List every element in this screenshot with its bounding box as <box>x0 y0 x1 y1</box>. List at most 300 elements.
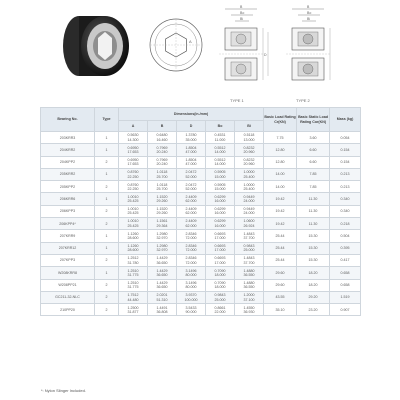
cell-dim-d-inch: 3.5433 <box>185 305 197 310</box>
cell-bearing-no: 203KRR3 <box>41 132 95 144</box>
cell-dim-b-mm: 36.650 <box>156 285 168 290</box>
cell-dim-b <box>148 132 177 144</box>
cell-dim-b-inch: 1.4429 <box>156 256 168 261</box>
cell-dim-d <box>177 181 206 193</box>
cell-dim-d <box>177 168 206 180</box>
cell-dim-d-mm: 62.000 <box>185 211 197 216</box>
cell-type: 1 <box>95 242 119 254</box>
cell-dim-bi <box>235 193 264 205</box>
cell-dim-b-mm: 32.970 <box>156 236 168 241</box>
cell-dim-b <box>148 279 177 291</box>
cell-dim-b-inch: 1.2980 <box>156 231 168 236</box>
cell-dim-bi-mm: 37.100 <box>243 297 255 302</box>
cell-dim-a-inch: 1.2500 <box>127 305 139 310</box>
header-bearing-no: Bearing No. <box>41 108 95 132</box>
cell-bearing-no: 205KPP2 <box>41 181 95 193</box>
cell-basic-load: 35.10 <box>264 304 297 316</box>
cell-dim-bo-inch: 0.6299 <box>214 219 226 224</box>
cell-dim-bi-mm: 13.000 <box>243 137 255 142</box>
bearing-spec-table <box>40 107 361 316</box>
cell-dim-bo-inch: 0.6693 <box>214 256 226 261</box>
cell-dim-d-mm: 72.000 <box>185 248 197 253</box>
cell-basic-load: 19.42 <box>264 218 297 230</box>
cell-basic-static-load: 6.60 <box>297 144 330 156</box>
type1-label: TYPE 1 <box>230 98 244 103</box>
table-row <box>41 291 361 303</box>
cell-mass: 0.395 <box>330 242 361 254</box>
cell-dim-bi-inch: 1.2000 <box>243 293 255 298</box>
dim-label-b-type2: B <box>307 5 310 9</box>
cell-dim-bo-inch: 0.5512 <box>214 157 226 162</box>
cell-dim-b-inch: 1.4429 <box>156 268 168 273</box>
cell-dim-b <box>148 144 177 156</box>
cell-dim-d <box>177 304 206 316</box>
dim-label-bo: Bo <box>240 11 245 15</box>
cell-dim-b <box>148 267 177 279</box>
cell-dim-bo <box>206 291 235 303</box>
cell-dim-bi <box>235 181 264 193</box>
cell-basic-static-load: 3.60 <box>297 132 330 144</box>
table-row <box>41 279 361 291</box>
cell-dim-bi-mm: 36.550 <box>243 272 255 277</box>
cell-dim-d <box>177 132 206 144</box>
table-row <box>41 304 361 316</box>
cell-dim-bi <box>235 218 264 230</box>
cell-dim-bo-mm: 16.000 <box>214 199 226 204</box>
cell-dim-bi <box>235 230 264 242</box>
cell-dim-bo-inch: 0.4531 <box>214 133 226 138</box>
cell-dim-bo-mm: 15.000 <box>214 174 226 179</box>
cell-dim-bo <box>206 267 235 279</box>
cell-dim-b-inch: 1.0118 <box>156 182 168 187</box>
cell-mass: 0.417 <box>330 254 361 266</box>
cell-basic-load: 29.60 <box>264 267 297 279</box>
cell-basic-load: 25.44 <box>264 242 297 254</box>
cell-dim-d <box>177 291 206 303</box>
cell-mass: 0.907 <box>330 304 361 316</box>
cell-type: 1 <box>95 230 119 242</box>
cell-dim-d-mm: 72.000 <box>185 236 197 241</box>
header-dim-bo: Bo <box>206 121 235 132</box>
cell-type: 2 <box>95 181 119 193</box>
cell-dim-a-mm: 28.600 <box>127 236 139 241</box>
cell-dim-bo-inch: 0.7090 <box>214 268 226 273</box>
header-mass: Mass (kg) <box>330 108 361 132</box>
cell-dim-a-inch: 1.2512 <box>127 256 139 261</box>
cell-dim-bo-mm: 14.000 <box>214 149 226 154</box>
cell-dim-bo-inch: 0.9843 <box>214 293 226 298</box>
cell-dim-d <box>177 156 206 168</box>
cell-dim-b <box>148 205 177 217</box>
cell-type: 1 <box>95 132 119 144</box>
cell-dim-d-mm: 62.000 <box>185 223 197 228</box>
cell-dim-b-mm: 36.650 <box>156 260 168 265</box>
cell-dim-bo-mm: 17.000 <box>214 248 226 253</box>
cell-dim-bo <box>206 156 235 168</box>
table-row <box>41 242 361 254</box>
cell-bearing-no: 204KRR2 <box>41 144 95 156</box>
cell-dim-d-inch: 1.8504 <box>185 157 197 162</box>
table-row <box>41 193 361 205</box>
header-basic-static-load-rating: Basic Static Load Rating Cor(KN) <box>297 108 330 132</box>
cell-dim-bi-inch: 1.0000 <box>243 170 255 175</box>
cell-dim-bo <box>206 205 235 217</box>
cell-dim-a-mm: 25.425 <box>127 223 139 228</box>
cell-dim-a-inch: 0.8760 <box>127 182 139 187</box>
cell-dim-d-inch: 3.9370 <box>185 293 197 298</box>
cell-dim-a-mm: 22.250 <box>127 186 139 191</box>
type2-label: TYPE 2 <box>296 98 310 103</box>
cell-dim-b <box>148 230 177 242</box>
cell-dim-b <box>148 181 177 193</box>
cell-dim-bo-inch: 0.7090 <box>214 280 226 285</box>
cell-dim-b-inch: 1.0118 <box>156 170 168 175</box>
table-row <box>41 205 361 217</box>
cell-dim-bo-inch: 0.6693 <box>214 244 226 249</box>
cell-dim-b-mm: 36.650 <box>156 272 168 277</box>
cell-dim-a-inch: 1.1260 <box>127 244 139 249</box>
cell-dim-d-mm: 47.000 <box>185 162 197 167</box>
cell-dim-bi <box>235 156 264 168</box>
cell-bearing-no: 206KRR6 <box>41 193 95 205</box>
cell-dim-bi-mm: 36.930 <box>243 309 255 314</box>
cell-dim-a-mm: 17.653 <box>127 162 139 167</box>
cell-dim-b <box>148 193 177 205</box>
bearing-photo <box>55 10 133 80</box>
cell-bearing-no: 210PP20 <box>41 304 95 316</box>
cell-dim-d-mm: 100.000 <box>184 297 198 302</box>
cell-mass: 0.054 <box>330 132 361 144</box>
cell-dim-d <box>177 218 206 230</box>
cell-dim-d-inch: 2.8346 <box>185 256 197 261</box>
cell-dim-bi-mm: 26.924 <box>243 223 255 228</box>
cell-mass: 0.504 <box>330 230 361 242</box>
cell-dim-bo <box>206 168 235 180</box>
cell-basic-static-load: 18.20 <box>297 267 330 279</box>
cell-basic-static-load: 7.85 <box>297 168 330 180</box>
cell-type: 1 <box>95 144 119 156</box>
cell-bearing-no: 207KRR9 <box>41 230 95 242</box>
cell-dim-b <box>148 254 177 266</box>
cell-dim-a-mm: 17.653 <box>127 149 139 154</box>
cell-dim-a-inch: 0.6950 <box>127 145 139 150</box>
cell-basic-load: 12.80 <box>264 144 297 156</box>
cell-bearing-no: W208PP21 <box>41 279 95 291</box>
header-dimensions: Dimensions(in./mm) <box>119 108 264 121</box>
cell-dim-bi <box>235 168 264 180</box>
cell-dim-bo <box>206 279 235 291</box>
cell-dim-b-mm: 16.460 <box>156 137 168 142</box>
dim-label-d: D <box>264 53 267 57</box>
cell-dim-a-inch: 1.2510 <box>127 280 139 285</box>
cell-dim-a-inch: 1.7512 <box>127 293 139 298</box>
cell-dim-d-inch: 2.8346 <box>185 231 197 236</box>
cell-dim-a <box>119 144 148 156</box>
cell-dim-bi-inch: 1.0600 <box>243 219 255 224</box>
cell-basic-load: 29.60 <box>264 279 297 291</box>
cell-basic-load: 14.00 <box>264 168 297 180</box>
header-dim-bi: Bi <box>235 121 264 132</box>
cell-dim-a-mm: 31.780 <box>127 260 139 265</box>
cell-bearing-no: W208KRR8 <box>41 267 95 279</box>
cell-dim-b-inch: 1.1520 <box>156 207 168 212</box>
cell-dim-d-inch: 3.1496 <box>185 280 197 285</box>
cell-dim-d-mm: 90.000 <box>185 309 197 314</box>
cell-dim-b-mm: 29.364 <box>156 223 168 228</box>
table-row <box>41 132 361 144</box>
cell-dim-a-inch: 0.8760 <box>127 170 139 175</box>
cell-dim-a-mm: 31.775 <box>127 285 139 290</box>
cell-dim-b-mm: 20.240 <box>156 149 168 154</box>
cell-bearing-no: GC211-32-NLC <box>41 291 95 303</box>
cell-bearing-no: 206KPP4* <box>41 218 95 230</box>
cell-dim-bo-inch: 0.5905 <box>214 182 226 187</box>
bearing-figures <box>0 0 400 105</box>
cell-dim-a <box>119 205 148 217</box>
cell-dim-a-mm: 25.425 <box>127 199 139 204</box>
cell-dim-a-inch: 0.5630 <box>127 133 139 138</box>
type2-section-view <box>280 4 342 96</box>
cell-dim-bi <box>235 205 264 217</box>
cell-basic-static-load: 11.30 <box>297 193 330 205</box>
cell-dim-b-mm: 51.310 <box>156 297 168 302</box>
cell-dim-b-mm: 25.700 <box>156 186 168 191</box>
cell-dim-b-mm: 29.260 <box>156 211 168 216</box>
cell-mass: 1.519 <box>330 291 361 303</box>
cell-dim-bi <box>235 254 264 266</box>
cell-dim-bi-inch: 0.9449 <box>243 194 255 199</box>
cell-mass: 0.154 <box>330 156 361 168</box>
cell-basic-static-load: 23.20 <box>297 304 330 316</box>
cell-bearing-no: 205KRR2 <box>41 168 95 180</box>
cell-dim-b-inch: 1.1520 <box>156 194 168 199</box>
cell-dim-d-inch: 2.8346 <box>185 244 197 249</box>
cell-basic-static-load: 6.60 <box>297 156 330 168</box>
cell-dim-d <box>177 230 206 242</box>
cell-dim-bi-mm: 25.400 <box>243 186 255 191</box>
cell-dim-a-inch: 1.0010 <box>127 219 139 224</box>
cell-dim-bo-mm: 18.000 <box>214 285 226 290</box>
cell-basic-load: 19.42 <box>264 193 297 205</box>
cell-mass: 0.658 <box>330 267 361 279</box>
table-row <box>41 267 361 279</box>
cell-type: 2 <box>95 291 119 303</box>
header-dim-b: B <box>148 121 177 132</box>
cell-dim-b-inch: 1.2980 <box>156 244 168 249</box>
cell-dim-bi-mm: 24.000 <box>243 199 255 204</box>
cell-dim-b-mm: 25.700 <box>156 174 168 179</box>
cell-dim-bo-inch: 0.6693 <box>214 231 226 236</box>
cell-mass: 0.213 <box>330 168 361 180</box>
cell-dim-a <box>119 254 148 266</box>
cell-basic-static-load: 11.30 <box>297 205 330 217</box>
cell-basic-static-load: 11.30 <box>297 218 330 230</box>
cell-dim-b-mm: 20.240 <box>156 162 168 167</box>
cell-dim-d-inch: 3.1496 <box>185 268 197 273</box>
cell-dim-d-inch: 2.0472 <box>185 182 197 187</box>
cell-dim-b-mm: 32.970 <box>156 248 168 253</box>
cell-basic-load: 43.55 <box>264 291 297 303</box>
type1-section-view <box>213 4 275 96</box>
cell-mass: 0.154 <box>330 144 361 156</box>
cell-dim-bi-inch: 1.4880 <box>243 280 255 285</box>
cell-dim-bo-inch: 0.5512 <box>214 145 226 150</box>
cell-dim-a-mm: 31.877 <box>127 309 139 314</box>
cell-dim-d <box>177 242 206 254</box>
cell-dim-a-mm: 28.600 <box>127 248 139 253</box>
cell-dim-b-mm: 36.808 <box>156 309 168 314</box>
cell-dim-bi-mm: 20.960 <box>243 162 255 167</box>
cell-dim-bi-inch: 0.9843 <box>243 244 255 249</box>
cell-dim-bi-inch: 1.4550 <box>243 305 255 310</box>
cell-dim-bi-inch: 1.4880 <box>243 268 255 273</box>
cell-bearing-no: 207KPP3 <box>41 254 95 266</box>
cell-basic-load: 7.75 <box>264 132 297 144</box>
cell-dim-b-inch: 0.7969 <box>156 157 168 162</box>
cell-dim-b-inch: 2.0201 <box>156 293 168 298</box>
cell-dim-bo <box>206 230 235 242</box>
cell-dim-bo-mm: 22.000 <box>214 309 226 314</box>
cell-dim-b-inch: 0.7969 <box>156 145 168 150</box>
cell-mass: 0.340 <box>330 205 361 217</box>
cell-dim-bo-mm: 25.000 <box>214 297 226 302</box>
cell-dim-d-mm: 47.000 <box>185 149 197 154</box>
cell-dim-b <box>148 291 177 303</box>
cell-dim-bo <box>206 304 235 316</box>
cell-dim-bo-mm: 16.000 <box>214 211 226 216</box>
header-dim-a: A <box>119 121 148 132</box>
header-basic-load-rating: Basic Load Rating Cr(KN) <box>264 108 297 132</box>
cell-dim-d-mm: 52.000 <box>185 186 197 191</box>
cell-type: 2 <box>95 279 119 291</box>
table-row <box>41 144 361 156</box>
cell-dim-bi-inch: 0.5118 <box>243 133 255 138</box>
cell-basic-static-load: 7.85 <box>297 181 330 193</box>
cell-basic-static-load: 29.20 <box>297 291 330 303</box>
cell-dim-a-inch: 1.0010 <box>127 207 139 212</box>
cell-bearing-no: 204KPP2 <box>41 156 95 168</box>
cell-dim-a-inch: 0.6950 <box>127 157 139 162</box>
cell-dim-bi-mm: 36.550 <box>243 285 255 290</box>
bearing-front-view <box>145 14 207 76</box>
cell-dim-d-mm: 80.000 <box>185 285 197 290</box>
cell-type: 2 <box>95 205 119 217</box>
cell-basic-static-load: 15.30 <box>297 254 330 266</box>
table-row <box>41 230 361 242</box>
dim-label-bo-type2: Bo <box>307 11 312 15</box>
cell-dim-d-inch: 2.4409 <box>185 207 197 212</box>
cell-dim-bo <box>206 242 235 254</box>
cell-dim-bi <box>235 267 264 279</box>
cell-dim-bi-mm: 37.700 <box>243 260 255 265</box>
cell-dim-bi <box>235 242 264 254</box>
cell-dim-d-mm: 35.000 <box>185 137 197 142</box>
cell-dim-b <box>148 218 177 230</box>
cell-dim-bo-mm: 14.000 <box>214 162 226 167</box>
table-row <box>41 218 361 230</box>
dim-label-b: B <box>240 5 243 9</box>
cell-dim-b <box>148 168 177 180</box>
cell-basic-load: 25.44 <box>264 254 297 266</box>
cell-dim-bo-inch: 0.8661 <box>214 305 226 310</box>
cell-dim-bo <box>206 193 235 205</box>
cell-dim-a <box>119 193 148 205</box>
cell-dim-a-inch: 1.2510 <box>127 268 139 273</box>
cell-dim-bo <box>206 144 235 156</box>
cell-dim-bi-mm: 24.000 <box>243 211 255 216</box>
cell-dim-d-inch: 1.3780 <box>185 133 197 138</box>
cell-basic-static-load: 15.30 <box>297 230 330 242</box>
cell-dim-b <box>148 156 177 168</box>
cell-dim-bo-mm: 11.000 <box>214 137 226 142</box>
dim-label-bi-type2: Bi <box>307 17 311 21</box>
header-type: Type <box>95 108 119 132</box>
cell-dim-a-mm: 31.775 <box>127 272 139 277</box>
cell-basic-load: 14.00 <box>264 181 297 193</box>
cell-dim-a <box>119 168 148 180</box>
cell-dim-bo <box>206 254 235 266</box>
dim-label-bi: Bi <box>240 17 244 21</box>
cell-dim-a <box>119 242 148 254</box>
cell-dim-d-inch: 2.0472 <box>185 170 197 175</box>
cell-dim-b-inch: 1.4491 <box>156 305 168 310</box>
cell-type: 1 <box>95 168 119 180</box>
cell-dim-a-mm: 14.300 <box>127 137 139 142</box>
cell-dim-d-inch: 2.4409 <box>185 219 197 224</box>
cell-dim-bo-inch: 0.6299 <box>214 207 226 212</box>
cell-dim-d-mm: 62.000 <box>185 199 197 204</box>
cell-dim-b <box>148 304 177 316</box>
cell-dim-d <box>177 279 206 291</box>
cell-dim-bi-mm: 20.960 <box>243 149 255 154</box>
cell-dim-bi-mm: 25.000 <box>243 248 255 253</box>
cell-dim-a-inch: 1.0010 <box>127 194 139 199</box>
cell-dim-d <box>177 254 206 266</box>
cell-mass: 0.213 <box>330 181 361 193</box>
table-row <box>41 254 361 266</box>
header-dim-d: D <box>177 121 206 132</box>
cell-dim-bo-mm: 17.000 <box>214 260 226 265</box>
cell-mass: 0.218 <box>330 218 361 230</box>
cell-basic-static-load: 15.30 <box>297 242 330 254</box>
cell-dim-a <box>119 181 148 193</box>
cell-dim-b <box>148 242 177 254</box>
cell-dim-bo-mm: 17.000 <box>214 236 226 241</box>
cell-dim-bi <box>235 279 264 291</box>
cell-dim-a <box>119 230 148 242</box>
cell-dim-bo <box>206 132 235 144</box>
cell-dim-a-inch: 1.1260 <box>127 231 139 236</box>
cell-dim-d <box>177 144 206 156</box>
cell-dim-bi <box>235 304 264 316</box>
cell-dim-d-mm: 80.000 <box>185 272 197 277</box>
dim-label-a: A <box>189 39 192 44</box>
cell-dim-a-mm: 22.250 <box>127 174 139 179</box>
cell-dim-bo <box>206 181 235 193</box>
cell-dim-b-inch: 1.1561 <box>156 219 168 224</box>
cell-dim-bi-inch: 0.9449 <box>243 207 255 212</box>
cell-dim-a <box>119 279 148 291</box>
cell-basic-load: 12.80 <box>264 156 297 168</box>
cell-dim-bo-mm: 15.000 <box>214 186 226 191</box>
cell-dim-bo-inch: 0.5905 <box>214 170 226 175</box>
footnote: *: Nylon Slinger Included. <box>41 388 86 393</box>
cell-dim-bi <box>235 132 264 144</box>
cell-dim-d <box>177 193 206 205</box>
cell-bearing-no: 206KPP3 <box>41 205 95 217</box>
cell-basic-load: 25.44 <box>264 230 297 242</box>
cell-dim-b-inch: 1.4429 <box>156 280 168 285</box>
